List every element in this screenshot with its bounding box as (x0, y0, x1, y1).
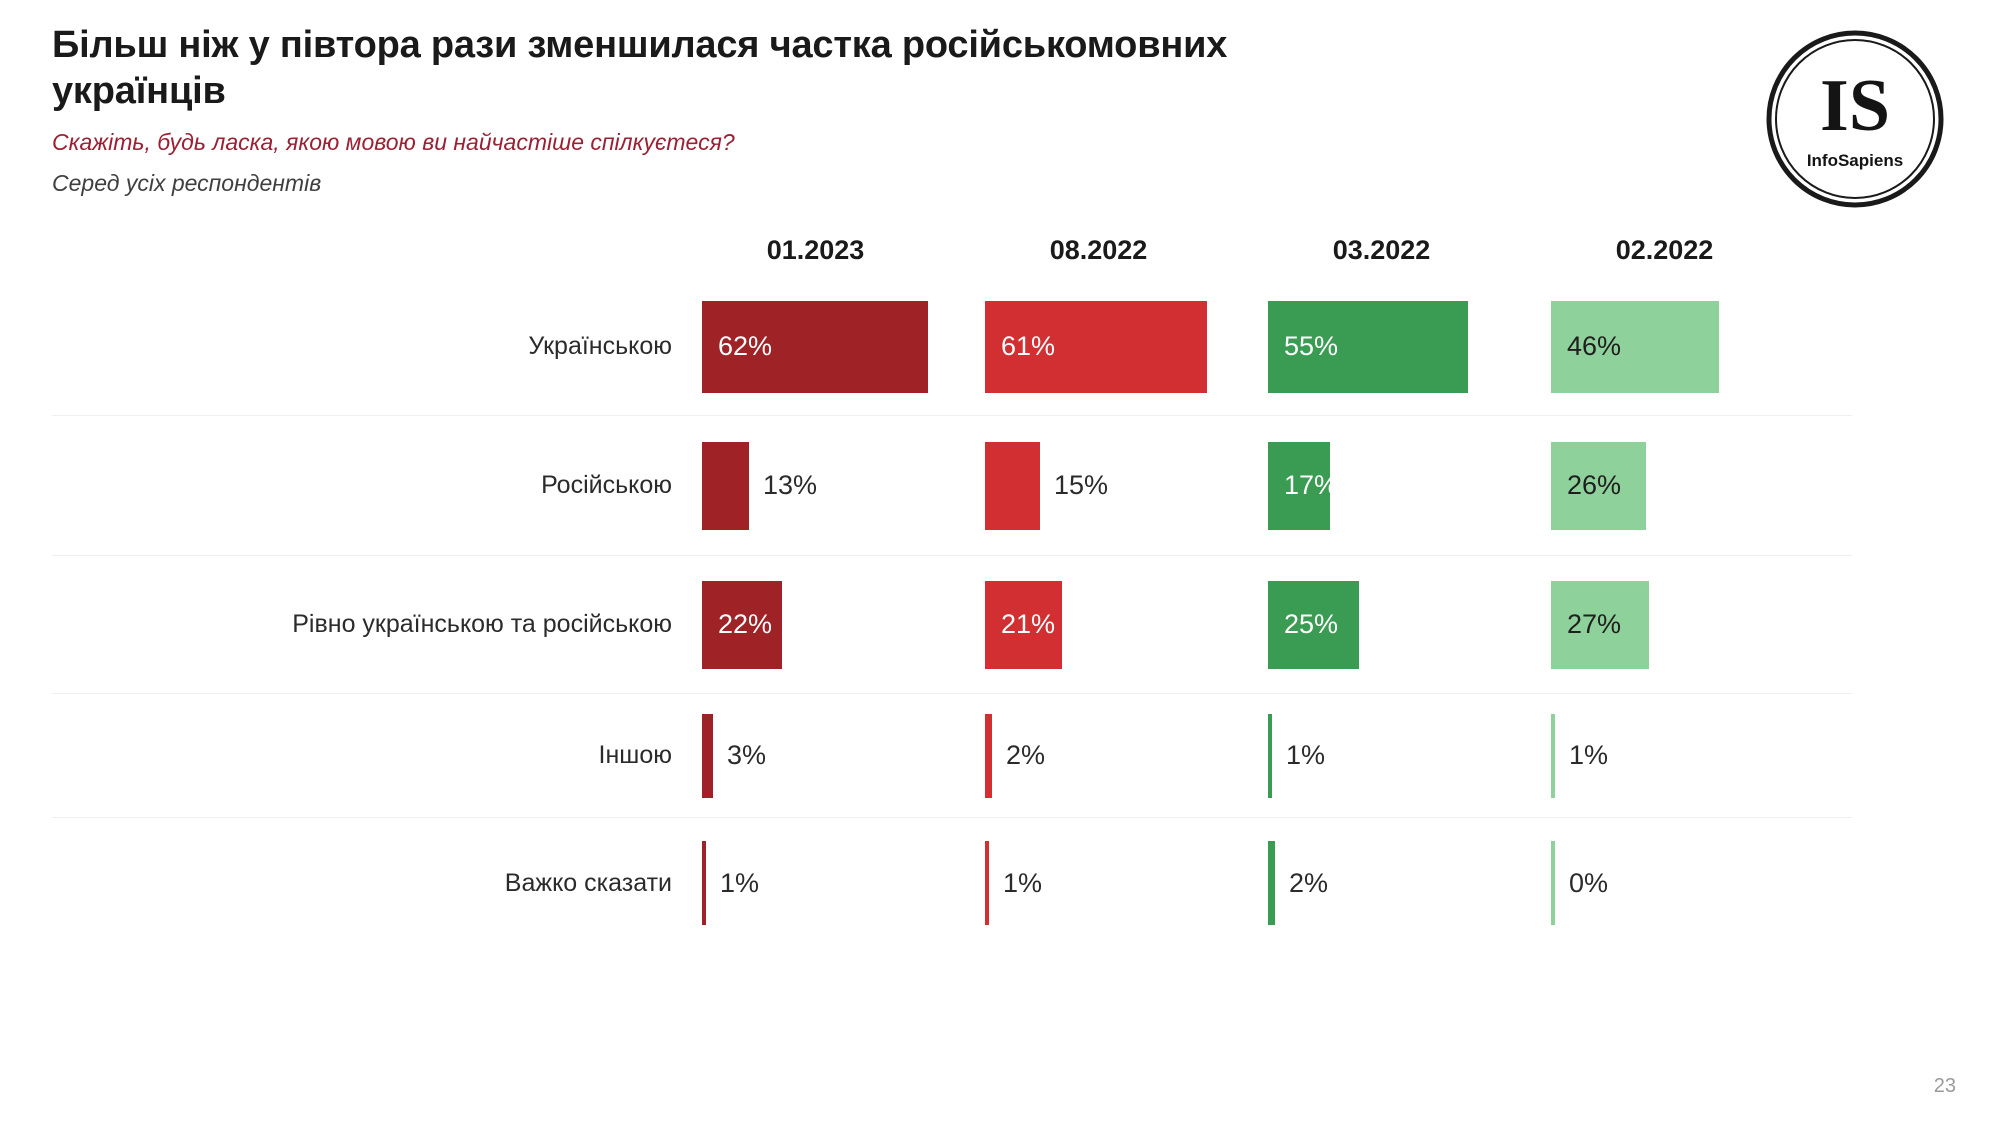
chart-rows (52, 278, 1852, 948)
bar-cell (1551, 278, 1834, 415)
bar (1268, 301, 1468, 393)
bar-cell (1551, 556, 1834, 693)
bar-cell (985, 416, 1268, 555)
bar-cell (1268, 278, 1551, 415)
bar-value-label: 25% (1284, 609, 1339, 639)
bar (1551, 301, 1719, 393)
bar-value-label: 2% (1006, 740, 1046, 770)
category-label: Важко сказати (504, 868, 672, 897)
svg-text:InfoSapiens: InfoSapiens (1806, 151, 1904, 170)
series-header-0: 01.2023 (766, 235, 865, 265)
bar (702, 301, 928, 393)
bar-value-label: 22% (718, 609, 773, 639)
bar (1268, 442, 1339, 530)
page-number: 23 (1933, 1075, 1956, 1097)
category-label: Рівно українською та російською (292, 610, 672, 639)
bar-value-label: 61% (1001, 331, 1056, 361)
bar-cell (702, 278, 985, 415)
series-header-3: 02.2022 (1615, 235, 1714, 265)
bar-cell (1268, 694, 1551, 817)
bar-value-label: 1% (1286, 740, 1326, 770)
bar (702, 714, 713, 798)
bar-value-label: 27% (1567, 609, 1622, 639)
chart-row (52, 278, 1852, 416)
bar-value-label: 21% (1001, 609, 1056, 639)
bar-value-label: 62% (718, 331, 773, 361)
bar (702, 581, 782, 669)
slide-header (52, 22, 1302, 197)
column-headers (52, 212, 1852, 266)
bar-value-label: 26% (1567, 470, 1622, 500)
bar-cell (985, 278, 1268, 415)
chart-row (52, 556, 1852, 694)
bar-value-label: 1% (1003, 867, 1043, 898)
bar (1551, 442, 1646, 530)
bar-value-label: 1% (720, 867, 760, 898)
bar (1551, 581, 1649, 669)
bar-cell (985, 818, 1268, 948)
grouped-bar-chart (52, 212, 1852, 948)
bar-cell (1268, 556, 1551, 693)
series-header-1: 08.2022 (1049, 235, 1148, 265)
category-label: Російською (541, 471, 672, 500)
bar-value-label: 17% (1284, 470, 1339, 500)
category-label: Іншою (598, 741, 672, 770)
bar-value-label: 1% (1569, 740, 1609, 770)
bar-value-label: 46% (1567, 331, 1622, 361)
bar (985, 581, 1062, 669)
bar (985, 301, 1207, 393)
bar-cell (985, 694, 1268, 817)
chart-row (52, 694, 1852, 818)
chart-row (52, 818, 1852, 948)
bar-value-label: 55% (1284, 331, 1339, 361)
bar-cell (702, 556, 985, 693)
svg-text:IS: IS (1820, 65, 1890, 147)
bar-value-label: 15% (1054, 470, 1109, 500)
bar-cell (1551, 416, 1834, 555)
bar (985, 714, 992, 798)
bar-cell (1268, 416, 1551, 555)
bar (1268, 581, 1359, 669)
chart-row (52, 416, 1852, 556)
survey-question: Скажіть, будь ласка, якою мовою ви найчастіше спілкуєтеся? (52, 128, 735, 155)
bar-cell (985, 556, 1268, 693)
category-label: Українською (528, 332, 672, 361)
bar (702, 442, 749, 530)
bar-cell (702, 416, 985, 555)
bar-cell (1268, 818, 1551, 948)
infosapiens-logo (1762, 26, 1948, 212)
bar (1268, 841, 1275, 925)
bar (985, 442, 1040, 530)
bar-cell (702, 818, 985, 948)
survey-base-note: Серед усіх респондентів (52, 170, 322, 197)
bar-cell (1551, 818, 1834, 948)
page-title: Більш ніж у півтора рази зменшилася частка російськомовних українців (52, 24, 1228, 113)
bar-value-label: 13% (763, 470, 818, 500)
bar-cell (702, 694, 985, 817)
bar-value-label: 0% (1569, 867, 1609, 898)
bar-cell (1551, 694, 1834, 817)
bar-value-label: 2% (1289, 867, 1329, 898)
bar-value-label: 3% (727, 740, 767, 770)
series-header-2: 03.2022 (1332, 235, 1431, 265)
